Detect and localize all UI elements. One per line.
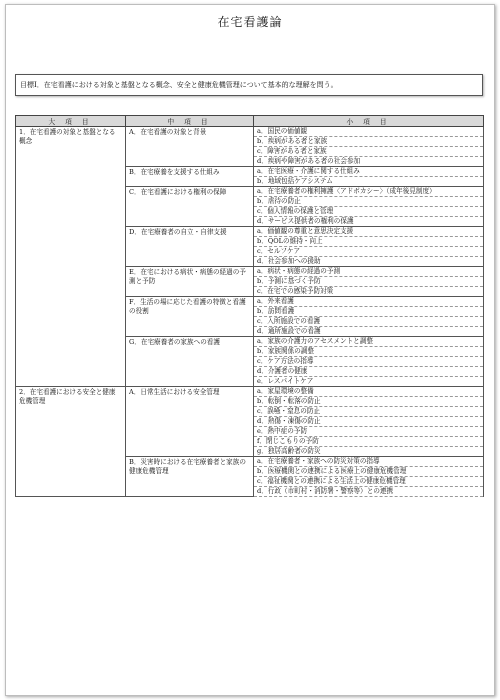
major-item-cell: 2．在宅看護における安全と健康危機管理 [16, 387, 126, 497]
minor-item-cell: a．家族の介護力のアセスメントと調整 [254, 337, 484, 347]
middle-item-cell: A．日常生活における安全管理 [126, 387, 254, 457]
minor-item-cell: d．通所施設での看護 [254, 327, 484, 337]
minor-item-cell: d．疾病や障害がある者の社会参加 [254, 157, 484, 167]
minor-item-cell: b．虐待の防止 [254, 197, 484, 207]
minor-item-cell: a．在宅医療・介護に関する仕組み [254, 167, 484, 177]
minor-item-cell: b．医療機関との連携による医療上の健康危機管理 [254, 467, 484, 477]
document-page [5, 4, 495, 696]
minor-item-cell: c．個人情報の保護と管理 [254, 207, 484, 217]
header-major: 大 項 目 [16, 116, 126, 127]
minor-item-cell: b．訪問看護 [254, 307, 484, 317]
minor-item-cell: d．行政（市町村・消防署・警察等）との連携 [254, 487, 484, 497]
minor-item-cell: c．福祉機関との連携による生活上の健康危機管理 [254, 477, 484, 487]
header-minor: 小 項 目 [254, 116, 484, 127]
minor-item-cell: c．在宅での感染予防対策 [254, 287, 484, 297]
minor-item-cell: f．閉じこもりの予防 [254, 437, 484, 447]
minor-item-cell: b．家族関係の調整 [254, 347, 484, 357]
curriculum-table [15, 115, 484, 497]
minor-item-cell: a．在宅療養者・家族への防災対策の指導 [254, 457, 484, 467]
middle-item-cell: A．在宅看護の対象と背景 [126, 127, 254, 167]
table-row [16, 387, 484, 397]
table-body [16, 127, 484, 497]
minor-item-cell: c．セルフケア [254, 247, 484, 257]
middle-item-cell: B．災害時における在宅療養者と家族の健康危機管理 [126, 457, 254, 497]
minor-item-cell: a．家屋環境の整備 [254, 387, 484, 397]
middle-item-cell: C．在宅看護における権利の保障 [126, 187, 254, 227]
major-item-cell: 1．在宅看護の対象と基盤となる概念 [16, 127, 126, 387]
page-title: 在宅看護論 [217, 15, 283, 29]
goal-box: 目標Ⅰ．在宅看護における対象と基盤となる概念、安全と健康危機管理について基本的な理解を問う。 [15, 74, 483, 96]
minor-item-cell: g．独居高齢者の防災 [254, 447, 484, 457]
minor-item-cell: d．介護者の健康 [254, 367, 484, 377]
minor-item-cell: a．価値観の尊重と意思決定支援 [254, 227, 484, 237]
minor-item-cell: b．転倒・転落の防止 [254, 397, 484, 407]
table-row [16, 127, 484, 137]
minor-item-cell: a．外来看護 [254, 297, 484, 307]
middle-item-cell: D．在宅療養者の自立・自律支援 [126, 227, 254, 267]
minor-item-cell: a．在宅療養者の権利擁護〈アドボカシー〉（成年後見制度） [254, 187, 484, 197]
middle-item-cell: G．在宅療養者の家族への看護 [126, 337, 254, 387]
minor-item-cell: b．地域包括ケアシステム [254, 177, 484, 187]
minor-item-cell: d．サービス提供者の権利の保護 [254, 217, 484, 227]
minor-item-cell: e．熱中症の予防 [254, 427, 484, 437]
minor-item-cell: d．社会参加への援助 [254, 257, 484, 267]
table-header-row [16, 116, 484, 127]
minor-item-cell: b．疾病がある者と家族 [254, 137, 484, 147]
minor-item-cell: c．誤嚥・窒息の防止 [254, 407, 484, 417]
middle-item-cell: E．在宅における病状・病態の経過の予測と予防 [126, 267, 254, 297]
middle-item-cell: F．生活の場に応じた看護の特徴と看護の役割 [126, 297, 254, 337]
header-middle: 中 項 目 [126, 116, 254, 127]
minor-item-cell: b．予測に基づく予防 [254, 277, 484, 287]
minor-item-cell: a．国民の価値観 [254, 127, 484, 137]
minor-item-cell: e．レスパイトケア [254, 377, 484, 387]
minor-item-cell: c．障害がある者と家族 [254, 147, 484, 157]
minor-item-cell: c．入所施設での看護 [254, 317, 484, 327]
minor-item-cell: b．QOLの維持・向上 [254, 237, 484, 247]
middle-item-cell: B．在宅療養を支援する仕組み [126, 167, 254, 187]
minor-item-cell: a．病状・病態の経過の予測 [254, 267, 484, 277]
minor-item-cell: d．熱傷・凍傷の防止 [254, 417, 484, 427]
minor-item-cell: c．ケア方法の指導 [254, 357, 484, 367]
